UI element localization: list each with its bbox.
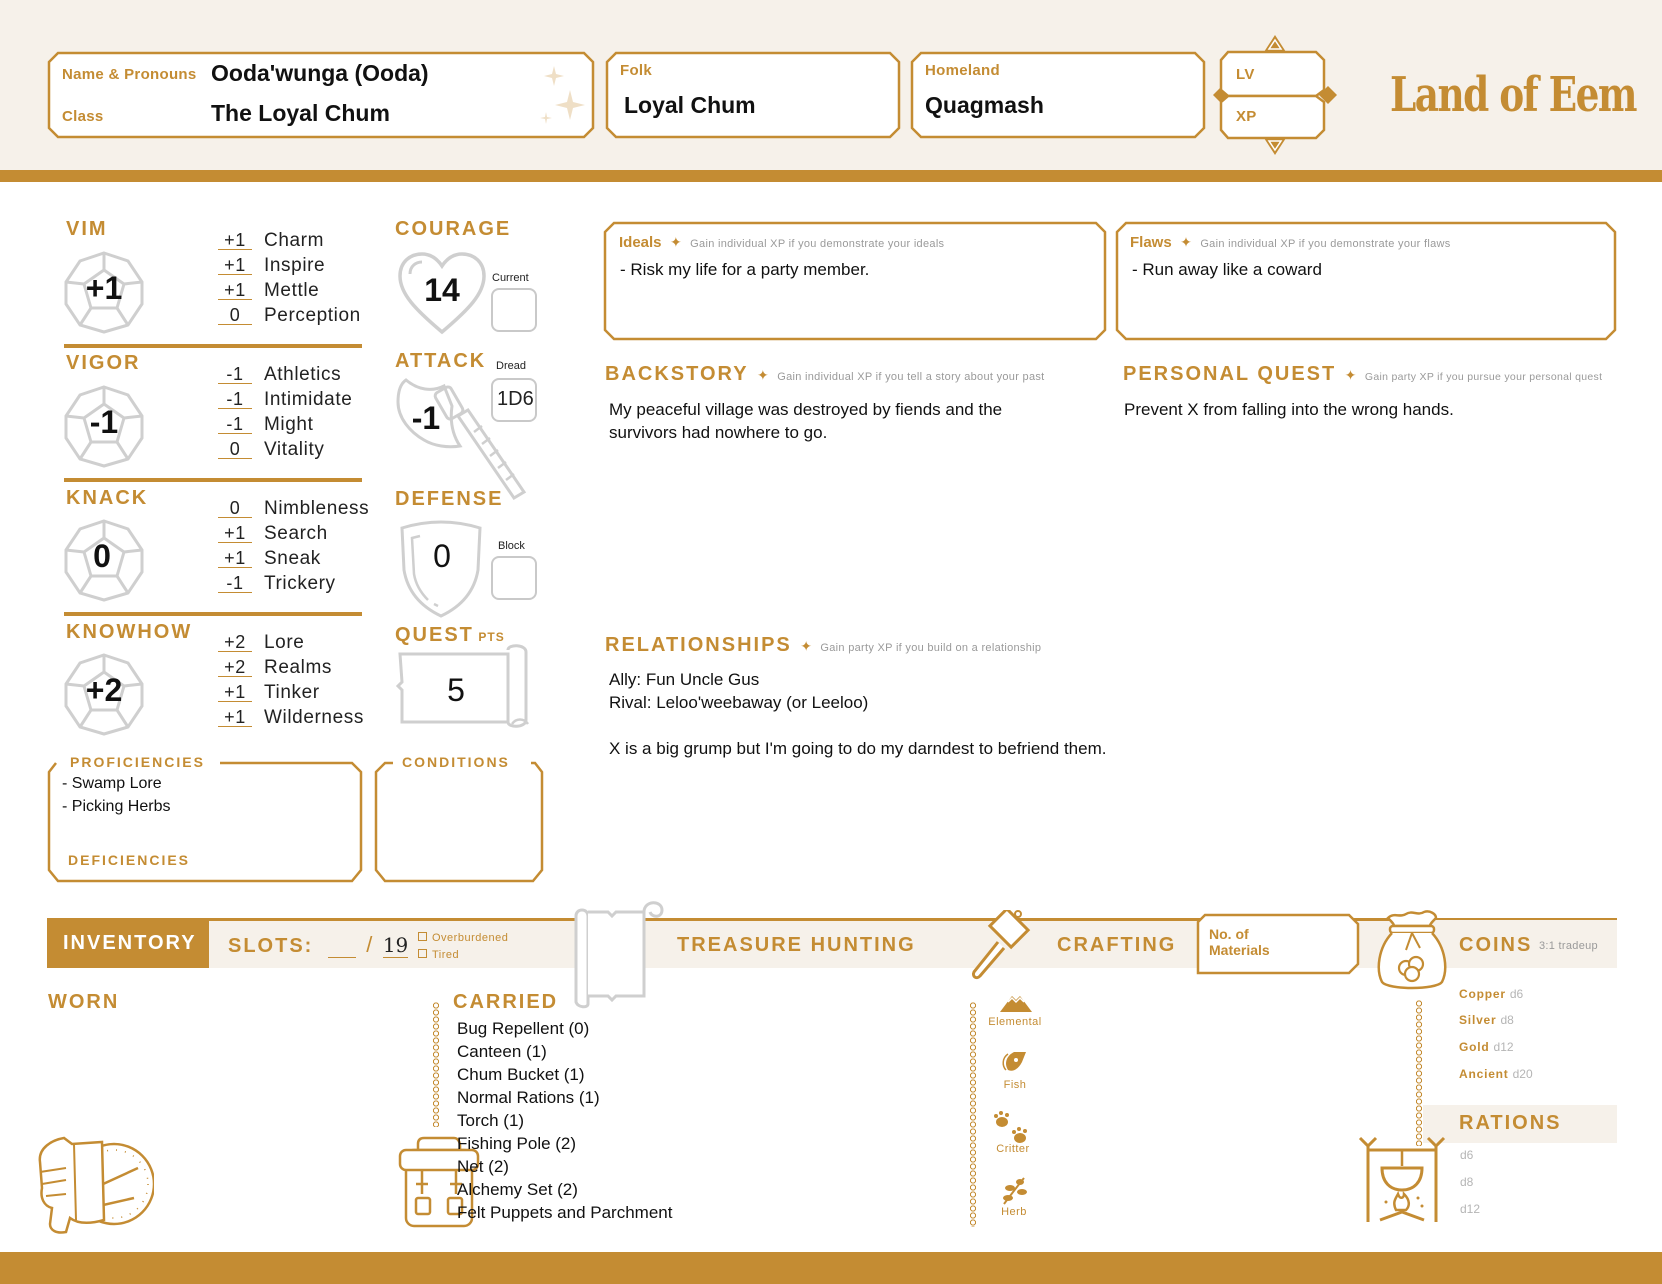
dread-label: Dread — [496, 360, 526, 372]
skill-inspire[interactable] — [218, 255, 325, 277]
crafting-title: CRAFTING — [1057, 934, 1177, 956]
knack-value[interactable]: 0 — [93, 538, 111, 574]
xp-field[interactable] — [1272, 106, 1312, 126]
materials-count-box[interactable] — [1197, 914, 1359, 974]
courage-value[interactable]: 14 — [424, 272, 460, 308]
level-label: LV — [1236, 66, 1255, 83]
carried-item[interactable]: Felt Puppets and Parchment — [457, 1203, 673, 1222]
skill-athletics[interactable] — [218, 364, 341, 386]
homeland-label: Homeland — [925, 62, 1000, 79]
quest-label: QUEST — [395, 624, 474, 646]
vim-value[interactable]: +1 — [85, 270, 123, 306]
skill-search[interactable] — [218, 523, 328, 545]
skill-tinker[interactable] — [218, 682, 320, 704]
star-icon: ✦ — [1344, 367, 1357, 383]
elemental-icon — [998, 992, 1034, 1014]
backstory-header — [605, 363, 1045, 386]
checkbox-icon — [418, 932, 427, 941]
personal-quest-header — [1123, 363, 1602, 386]
star-icon: ✦ — [1180, 234, 1192, 250]
proficiency-item[interactable]: - Picking Herbs — [62, 798, 171, 815]
xp-label: XP — [1236, 108, 1257, 125]
material-critter[interactable]: Critter — [996, 1143, 1030, 1155]
coin-die: d20 — [1512, 1067, 1533, 1081]
footer-band — [0, 1252, 1662, 1284]
overburdened-label: Overburdened — [432, 932, 509, 944]
skill-name: Nimbleness — [264, 498, 370, 519]
material-herb[interactable]: Herb — [1001, 1206, 1027, 1218]
crafting-chain-divider — [969, 1002, 977, 1227]
level-field[interactable] — [1272, 64, 1312, 84]
skill-intimidate[interactable] — [218, 389, 352, 411]
carried-chain-divider — [432, 1002, 440, 1127]
skill-mod[interactable]: -1 — [218, 575, 252, 593]
skill-name: Inspire — [264, 255, 326, 276]
relationships-title: RELATIONSHIPS — [605, 634, 792, 656]
attack-title: ATTACK — [395, 350, 487, 372]
skill-nimbleness[interactable] — [218, 498, 369, 520]
coins-title: COINS — [1459, 934, 1533, 956]
quest-points-value[interactable]: 5 — [447, 672, 465, 708]
ideals-hint: Gain individual XP if you demonstrate your ideals — [690, 238, 945, 250]
skill-lore[interactable] — [218, 632, 304, 654]
homeland-field[interactable]: Quagmash — [925, 92, 1044, 118]
proficiency-item[interactable]: - Swamp Lore — [62, 775, 162, 792]
relationships-hint: Gain party XP if you build on a relationship — [820, 642, 1042, 654]
skill-name: Realms — [264, 657, 333, 678]
treasure-map-icon — [568, 898, 668, 1010]
backstory-hint: Gain individual XP if you tell a story about your past — [777, 371, 1045, 383]
conditions-box[interactable] — [375, 754, 543, 882]
skill-perception[interactable] — [218, 305, 361, 327]
skill-mod[interactable]: 0 — [218, 500, 252, 518]
coin-silver[interactable] — [1459, 1013, 1514, 1027]
coin-name: Ancient — [1459, 1067, 1509, 1081]
header-divider — [0, 170, 1662, 182]
current-label: Current — [492, 272, 529, 284]
class-label: Class — [62, 108, 104, 125]
ration-d12[interactable]: d12 — [1460, 1202, 1481, 1216]
skill-mod[interactable]: +1 — [218, 282, 252, 300]
name-class-box — [48, 52, 594, 138]
skill-mod[interactable]: +1 — [218, 550, 252, 568]
skill-vitality[interactable] — [218, 439, 324, 461]
logo — [1390, 50, 1636, 140]
skill-mod[interactable]: +1 — [218, 525, 252, 543]
coin-ancient[interactable] — [1459, 1067, 1533, 1081]
coin-gold[interactable] — [1459, 1040, 1514, 1054]
checkbox-icon — [418, 949, 427, 958]
stat-title-vim: VIM — [66, 218, 108, 240]
coins-chain-divider — [1415, 1000, 1423, 1146]
attack-value[interactable]: -1 — [411, 400, 441, 436]
skill-name: Perception — [264, 305, 361, 326]
rations-title: RATIONS — [1459, 1112, 1562, 1134]
deficiencies-title: DEFICIENCIES — [68, 852, 191, 868]
stat-title-knowhow: KNOWHOW — [66, 621, 193, 643]
coin-name: Gold — [1459, 1040, 1490, 1054]
skill-name: Mettle — [264, 280, 320, 301]
slots-counter — [228, 932, 408, 958]
skill-mod[interactable]: -1 — [218, 416, 252, 434]
skill-name: Athletics — [264, 364, 342, 385]
carried-item[interactable]: Net (2) — [457, 1157, 509, 1176]
ration-d8[interactable]: d8 — [1460, 1175, 1474, 1189]
slots-used-field[interactable] — [328, 938, 356, 958]
relationships-header — [605, 634, 1041, 657]
stat-divider — [64, 612, 362, 616]
sparkle-icon — [538, 60, 588, 130]
personal-quest-hint: Gain party XP if you pursue your personal quest — [1364, 371, 1603, 383]
stat-divider — [64, 478, 362, 482]
skill-might[interactable] — [218, 414, 313, 436]
proficiencies-box — [48, 754, 362, 882]
folk-box — [606, 52, 900, 138]
skill-name: Might — [264, 414, 314, 435]
skill-mod[interactable]: +2 — [218, 634, 252, 652]
relationship-note[interactable]: X is a big grump but I'm going to do my darndest to befriend them. — [609, 739, 1107, 758]
ideals-title: Ideals — [619, 234, 662, 251]
ideals-box — [604, 222, 1106, 340]
skill-name: Intimidate — [264, 389, 353, 410]
stat-divider — [64, 344, 362, 348]
conditions-title: CONDITIONS — [399, 754, 513, 770]
carried-item[interactable]: Fishing Pole (2) — [457, 1134, 577, 1153]
carried-title: CARRIED — [453, 991, 559, 1013]
skill-name: Vitality — [264, 439, 325, 460]
current-courage-field[interactable] — [491, 288, 537, 332]
carried-item[interactable]: Canteen (1) — [457, 1042, 547, 1061]
inventory-tab-label: INVENTORY — [63, 932, 197, 954]
stat-title-knack: KNACK — [66, 487, 149, 509]
material-elemental[interactable]: Elemental — [988, 1016, 1042, 1028]
star-icon: ✦ — [800, 638, 812, 654]
coin-die: d8 — [1500, 1013, 1514, 1027]
coin-bag-icon — [1374, 908, 1450, 994]
skill-name: Trickery — [264, 573, 336, 594]
material-fish[interactable]: Fish — [1003, 1079, 1027, 1091]
coin-copper[interactable] — [1459, 987, 1523, 1001]
coin-name: Silver — [1459, 1013, 1497, 1027]
relationship-ally[interactable]: Ally: Fun Uncle Gus — [609, 670, 760, 689]
flaws-box — [1116, 222, 1616, 340]
slots-label: SLOTS: — [228, 935, 314, 957]
defense-value[interactable]: 0 — [433, 538, 451, 574]
overburdened-checkbox[interactable] — [418, 932, 508, 944]
carried-item[interactable]: Chum Bucket (1) — [457, 1065, 585, 1084]
proficiencies-title: PROFICIENCIES — [66, 754, 209, 770]
critter-icon — [992, 1110, 1032, 1146]
skill-wilderness[interactable] — [218, 707, 364, 729]
skill-name: Charm — [264, 230, 325, 251]
star-icon: ✦ — [757, 367, 769, 383]
skill-mod[interactable]: 0 — [218, 441, 252, 459]
inventory-tab[interactable] — [47, 918, 209, 968]
folk-field[interactable]: Loyal Chum — [624, 92, 756, 118]
cooking-pot-icon — [1356, 1132, 1448, 1224]
coin-die: d12 — [1493, 1040, 1514, 1054]
tired-label: Tired — [432, 949, 460, 961]
skill-sneak[interactable] — [218, 548, 321, 570]
skill-mod[interactable]: +1 — [218, 257, 252, 275]
coins-hint: 3:1 tradeup — [1539, 940, 1598, 952]
treasure-hunting-title: TREASURE HUNTING — [677, 934, 916, 956]
ideals-header — [619, 234, 944, 252]
slots-max[interactable]: 19 — [382, 933, 409, 957]
quest-suffix: PTS — [478, 630, 505, 644]
hammer-icon — [968, 910, 1038, 982]
logo-text: Land of Eem — [1390, 67, 1636, 123]
dread-value: 1D6 — [497, 388, 534, 410]
worn-title: WORN — [48, 991, 120, 1013]
coin-die: d6 — [1509, 987, 1524, 1001]
carried-item[interactable]: Bug Repellent (0) — [457, 1019, 590, 1038]
skill-charm[interactable] — [218, 230, 324, 252]
flaws-hint: Gain individual XP if you demonstrate your flaws — [1200, 238, 1451, 250]
backstory-title: BACKSTORY — [605, 363, 749, 385]
level-xp-box — [1212, 34, 1338, 156]
fish-icon — [1000, 1048, 1028, 1074]
ration-d6[interactable]: d6 — [1460, 1148, 1474, 1162]
skill-name: Wilderness — [264, 707, 364, 728]
skill-realms[interactable] — [218, 657, 332, 679]
carried-item[interactable]: Torch (1) — [457, 1111, 525, 1130]
skill-mod[interactable]: -1 — [218, 391, 252, 409]
homeland-box — [911, 52, 1205, 138]
dread-field[interactable] — [491, 378, 537, 422]
name-label: Name & Pronouns — [62, 66, 197, 83]
slots-separator: / — [366, 932, 373, 957]
personal-quest-text[interactable]: Prevent X from falling into the wrong hands. — [1124, 400, 1454, 419]
skill-mod[interactable]: -1 — [218, 366, 252, 384]
stat-title-vigor: VIGOR — [66, 352, 141, 374]
armor-icon — [30, 1128, 154, 1236]
skill-mod[interactable]: 0 — [218, 307, 252, 325]
skill-mod[interactable]: +1 — [218, 684, 252, 702]
skill-trickery[interactable] — [218, 573, 336, 595]
carried-item[interactable]: Alchemy Set (2) — [457, 1180, 578, 1199]
skill-name: Sneak — [264, 548, 321, 569]
materials-label: No. of Materials — [1209, 926, 1270, 958]
skill-mettle[interactable] — [218, 280, 319, 302]
knowhow-value[interactable]: +2 — [85, 672, 123, 708]
name-field[interactable]: Ooda'wunga (Ooda) — [211, 60, 429, 86]
flaws-text[interactable]: - Run away like a coward — [1132, 260, 1322, 279]
personal-quest-title: PERSONAL QUEST — [1123, 363, 1337, 385]
skill-name: Search — [264, 523, 328, 544]
courage-title: COURAGE — [395, 218, 512, 240]
vigor-value[interactable]: -1 — [89, 404, 119, 440]
skill-mod[interactable]: +1 — [218, 709, 252, 727]
block-label: Block — [498, 540, 525, 552]
folk-label: Folk — [620, 62, 653, 79]
skill-mod[interactable]: +2 — [218, 659, 252, 677]
carried-item[interactable]: Normal Rations (1) — [457, 1088, 600, 1107]
skill-name: Tinker — [264, 682, 320, 703]
skill-mod[interactable]: +1 — [218, 232, 252, 250]
block-field[interactable] — [491, 556, 537, 600]
coin-name: Copper — [1459, 987, 1506, 1001]
herb-icon — [1000, 1176, 1028, 1206]
skill-name: Lore — [264, 632, 305, 653]
star-icon: ✦ — [669, 234, 682, 250]
tired-checkbox[interactable] — [418, 949, 459, 961]
backstory-text[interactable]: My peaceful village was destroyed by fiends and the survivors had nowhere to go. — [609, 400, 1003, 442]
ideals-text[interactable]: - Risk my life for a party member. — [620, 260, 870, 279]
flaws-header — [1130, 234, 1451, 252]
defense-title: DEFENSE — [395, 488, 504, 510]
class-field[interactable]: The Loyal Chum — [211, 100, 390, 126]
relationship-rival[interactable]: Rival: Leloo'weebaway (or Leeloo) — [609, 693, 869, 712]
flaws-title: Flaws — [1130, 234, 1172, 251]
